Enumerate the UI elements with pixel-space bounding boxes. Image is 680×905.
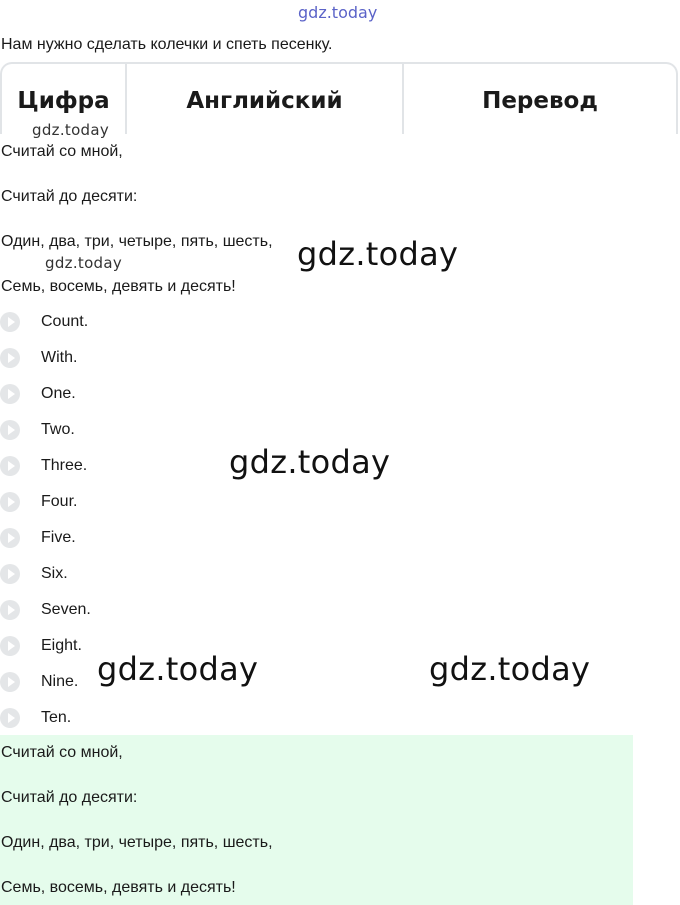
play-icon[interactable] xyxy=(0,456,20,476)
word-row xyxy=(0,706,71,730)
english-word: One. xyxy=(41,385,76,402)
play-icon[interactable] xyxy=(0,492,20,512)
english-word: Four. xyxy=(41,493,78,510)
song-line: Считай со мной, xyxy=(1,143,123,160)
play-icon[interactable] xyxy=(0,420,20,440)
header-translation: Перевод xyxy=(482,88,598,114)
watermark: gdz.today xyxy=(45,254,123,272)
word-row xyxy=(0,346,77,370)
word-row xyxy=(0,382,76,406)
english-word: Count. xyxy=(41,313,89,330)
header-english: Английский xyxy=(127,64,404,134)
word-row xyxy=(0,598,91,622)
word-row xyxy=(0,490,77,514)
word-row xyxy=(0,634,82,658)
play-icon[interactable] xyxy=(0,600,20,620)
word-row xyxy=(0,526,76,550)
english-word: Six. xyxy=(41,565,68,582)
song-line: Один, два, три, четыре, пять, шесть, xyxy=(1,233,273,250)
play-icon[interactable] xyxy=(0,384,20,404)
play-icon[interactable] xyxy=(0,708,20,728)
play-icon[interactable] xyxy=(0,564,20,584)
english-word: Two. xyxy=(41,421,75,438)
intro-text: Нам нужно сделать колечки и спеть песенку. xyxy=(1,36,333,53)
watermark: gdz.today xyxy=(97,650,259,688)
watermark: gdz.today xyxy=(297,235,459,273)
english-word: Eight. xyxy=(41,637,82,654)
watermark: gdz.today xyxy=(429,650,591,688)
watermark: gdz.today xyxy=(229,443,391,481)
word-row xyxy=(0,670,78,694)
word-row xyxy=(0,310,88,334)
play-icon[interactable] xyxy=(0,672,20,692)
answer-line: Считай до десяти: xyxy=(1,789,138,806)
word-row xyxy=(0,454,87,478)
english-word: Three. xyxy=(41,457,88,474)
word-row xyxy=(0,418,75,442)
song-line: Считай до десяти: xyxy=(1,188,138,205)
answer-line: Считай со мной, xyxy=(1,744,123,761)
play-icon[interactable] xyxy=(0,348,20,368)
play-icon[interactable] xyxy=(0,636,20,656)
play-icon[interactable] xyxy=(0,312,20,332)
header-digit: Цифра xyxy=(2,64,127,134)
english-word: With. xyxy=(41,349,78,366)
watermark-top: gdz.today xyxy=(298,3,378,22)
english-word: Ten. xyxy=(41,709,72,726)
english-word: Seven. xyxy=(41,601,91,618)
play-icon[interactable] xyxy=(0,528,20,548)
english-word: Nine. xyxy=(41,673,79,690)
answer-line: Семь, восемь, девять и десять! xyxy=(1,879,236,896)
english-word: Five. xyxy=(41,529,76,546)
word-row xyxy=(0,562,68,586)
song-line: Семь, восемь, девять и десять! xyxy=(1,278,236,295)
answer-line: Один, два, три, четыре, пять, шесть, xyxy=(1,834,273,851)
watermark: gdz.today xyxy=(32,121,110,139)
